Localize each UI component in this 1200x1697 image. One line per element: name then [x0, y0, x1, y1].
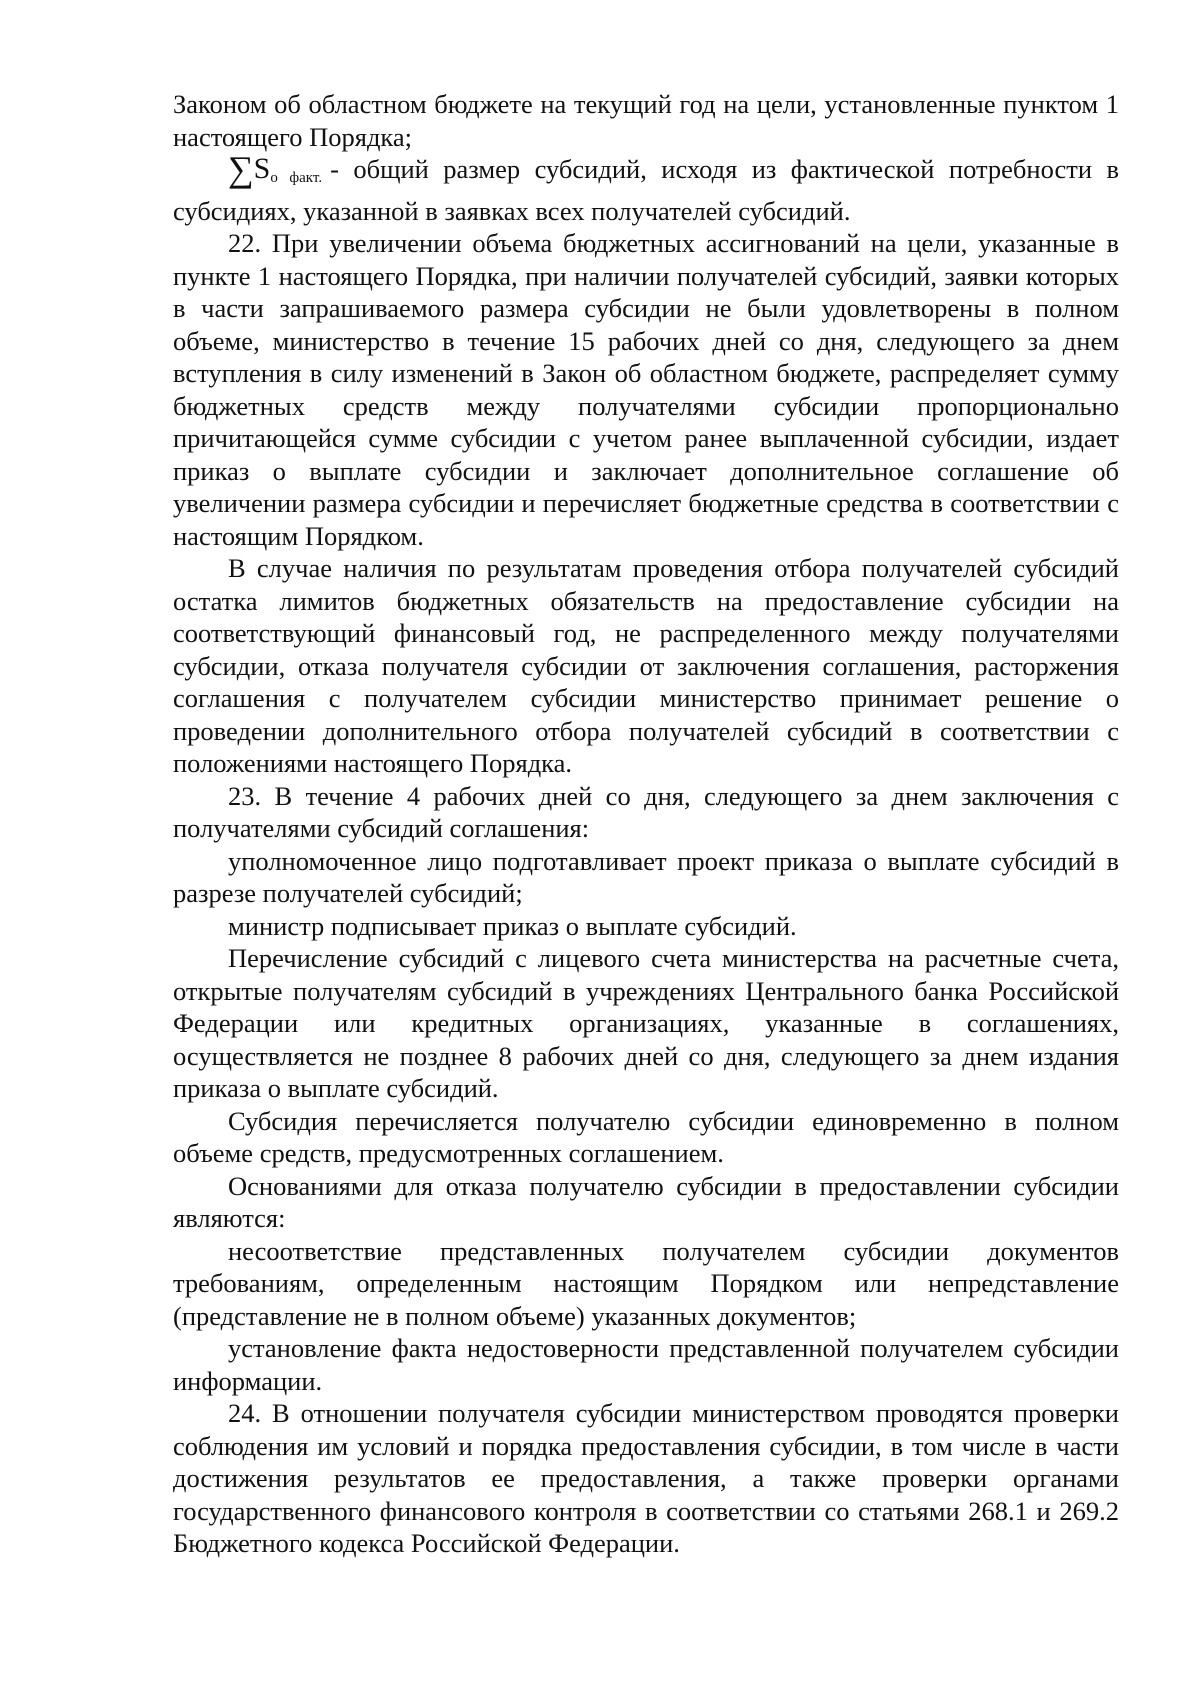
formula-subscript: о факт.: [270, 170, 323, 186]
paragraph-23: 23. В течение 4 рабочих дней со дня, следующего за днем заключения с получателями субсидий соглашения:: [173, 780, 1119, 843]
paragraph-22-remainder: В случае наличия по результатам проведения отбора получателей субсидий остатка лимитов бюджетных обязательств на предоставление субсидии на соответствующий финансовый год, не распределенного между получателями субсидии, отказа получателя субсидии от заключения соглашения, расторжения соглашения с получателем субсидии министерство принимает решение о проведении дополнительного отбора получателей субсидий в соответствии с положениями настоящего Порядка.: [173, 553, 1119, 778]
paragraph-transfer: Перечисление субсидий с лицевого счета министерства на расчетные счета, открытые получателям субсидий в учреждениях Центрального банка Российской Федерации или кредитных организациях, указанные в соглашениях, осуществляется не позднее 8 рабочих дней со дня, следующего за днем издания приказа о выплате субсидий.: [173, 943, 1119, 1103]
paragraph-refusal-item-b: установление факта недостоверности представленной получателем субсидии информации.: [173, 1333, 1119, 1396]
sum-symbol: ∑: [228, 149, 254, 189]
paragraph-continuation: Законом об областном бюджете на текущий год на цели, установленные пунктом 1 настоящего Порядка;: [173, 89, 1119, 152]
paragraph-refusal-item-a: несоответствие представленных получателем субсидии документов требованиям, определенным настоящим Порядком или непредставление (представление не в полном объеме) указанных документов;: [173, 1235, 1119, 1331]
formula-paragraph: [173, 149, 1119, 227]
document-page: [173, 88, 1119, 1560]
paragraph-lump-sum: Субсидия перечисляется получателю субсидии единовременно в полном объеме средств, предусмотренных соглашением.: [173, 1105, 1119, 1168]
formula-definition: - общий размер субсидий, исходя из фактической потребности в субсидиях, указанной в заявках всех получателей субсидий.: [173, 154, 1119, 226]
paragraph-refusal-grounds: Основаниями для отказа получателю субсидии в предоставлении субсидии являются:: [173, 1170, 1119, 1233]
paragraph-24: 24. В отношении получателя субсидии министерством проводятся проверки соблюдения им условий и порядка предоставления субсидии, в том числе в части достижения результатов ее предоставления, а также проверки органами государственного финансового контроля в соответствии со статьями 268.1 и 269.2 Бюджетного кодекса Российской Федерации.: [173, 1398, 1119, 1558]
paragraph-23-item-a: уполномоченное лицо подготавливает проект приказа о выплате субсидий в разрезе получателей субсидий;: [173, 845, 1119, 908]
formula-variable: S: [253, 152, 271, 185]
paragraph-23-item-b: министр подписывает приказ о выплате субсидий.: [228, 910, 797, 941]
paragraph-22: 22. При увеличении объема бюджетных ассигнований на цели, указанные в пункте 1 настоящего Порядка, при наличии получателей субсидий, заявки которых в части запрашиваемого размера субсидии не были удовлетворены в полном объеме, министерство в течение 15 рабочих дней со дня, следующего за днем вступления в силу изменений в Закон об областном бюджете, распределяет сумму бюджетных средств между получателями субсидии пропорционально причитающейся сумме субсидии с учетом ранее выплаченной субсидии, издает приказ о выплате субсидии и заключает дополнительное соглашение об увеличении размера субсидии и перечисляет бюджетные средства в соответствии с настоящим Порядком.: [173, 228, 1119, 551]
